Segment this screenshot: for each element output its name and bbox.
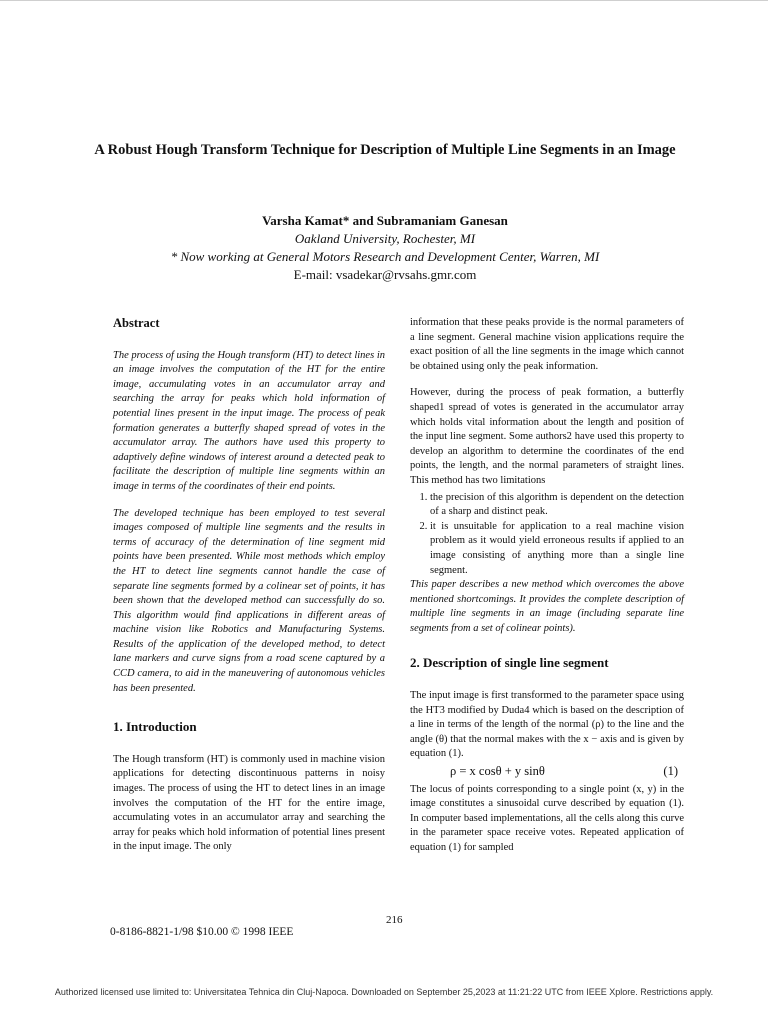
license-footer: Authorized licensed use limited to: Universitatea Tehnica din Cluj-Napoca. Downloaded on September 25,2023 at 11:21:22 UTC from IEEE Xplore. Restrictions apply.	[54, 987, 714, 997]
right-paragraph-2: However, during the process of peak formation, a butterfly shaped1 spread of votes is generated in the accumulator array which holds vital information about the length and position of the input line segment. Some authors2 have used this property to develop an algorithm to determine the coordinates of the end points, the length, and the normal parameters of straight lines. This method has two limitations	[410, 387, 684, 486]
affiliation: Oakland University, Rochester, MI	[294, 231, 476, 246]
abstract-heading: Abstract	[113, 316, 160, 330]
right-paragraph-3: This paper describes a new method which overcomes the above mentioned shortcomings. It provides the complete description of multiple line segments in an image (including separate line segments from a set of colinear points).	[410, 579, 684, 634]
left-column	[113, 316, 385, 867]
limitation-item: 2. it is unsuitable for application to a real machine vision problem as it would yield erroneous results if applied to an image consisting of anything more than a single line segment.	[430, 520, 684, 578]
intro-paragraph-1: The Hough transform (HT) is commonly used in machine vision applications for detecting discontinuous patterns in noisy images. The process of using the HT to detect lines in an image involves the computation of the HT for the entire image, accumulating votes in an accumulator array and searching the array for peaks which hold information of potential lines present in the input image. The only	[113, 753, 385, 853]
section-2-heading: 2. Description of single line segment	[410, 655, 609, 671]
author-names: Varsha Kamat* and Subramaniam Ganesan	[262, 213, 508, 228]
author-block	[90, 212, 680, 284]
affiliation-note: * Now working at General Motors Research and Development Center, Warren, MI	[170, 249, 600, 264]
email: E-mail: vsadekar@rvsahs.gmr.com	[293, 267, 477, 282]
limitations-list	[410, 491, 684, 579]
equation-number: (1)	[663, 764, 678, 779]
equation-text: ρ = x cosθ + y sinθ	[450, 764, 545, 779]
right-paragraph-4: The input image is first transformed to the parameter space using the HT3 modified by Duda4 which is based on the description of a line in terms of the length of the normal (ρ) to the line and the angle (θ) that the normal makes with the x − axis and is given by equation (1).	[410, 690, 684, 760]
page-number: 216	[386, 914, 403, 926]
right-paragraph-5: The locus of points corresponding to a single point (x, y) in the image constitutes a sinusoidal curve described by equation (1). In computer based implementations, all the cells along this curve in the parameter space receive votes. Repeated application of equation (1) for sampled	[410, 783, 684, 853]
right-column	[410, 316, 684, 868]
paper-title: A Robust Hough Transform Technique for Description of Multiple Line Segments in an Image	[94, 142, 676, 158]
limitation-item: 1. the precision of this algorithm is dependent on the detection of a sharp and distinct peak.	[430, 491, 684, 520]
intro-heading: 1. Introduction	[113, 719, 197, 735]
right-paragraph-1: information that these peaks provide is the normal parameters of a line segment. General machine vision applications require the exact position of all the line segments in the image which cannot be obtained using only the peak information.	[410, 317, 684, 372]
top-border	[0, 0, 768, 1]
abstract-paragraph-1: The process of using the Hough transform (HT) to detect lines in an image involves the computation of the HT for the entire image, accumulating votes in an accumulator array and searching the array for peaks which hold information of potential lines present in the input image. The process of peak formation generates a butterfly shaped spread of votes in the accumulator array. The authors have used this property to adaptively define windows of interest around a detected peak to facilitate the description of multiple line segments within an image in terms of the coordinates of their end points.	[113, 349, 385, 492]
abstract-paragraph-2: The developed technique has been employed to test several images composed of multiple line segments and the results in terms of accuracy of the determination of line segment mid points have been presented. While most methods which employ the HT to detect line segments cannot handle the case of separate line segments formed by a colinear set of points, it has been shown that the developed method can successfully do so. This algorithm would find applications in different areas of machine vision like Robotics and Manufacturing Systems. Results of the application of the developed method, to detect lane markers and curve signs from a road scene captured by a CCD camera, to aid in the maneuvering of autonomous vehicles has been presented.	[113, 507, 385, 694]
isbn-line: 0-8186-8821-1/98 $10.00 © 1998 IEEE	[110, 926, 294, 938]
equation-1	[410, 764, 684, 779]
